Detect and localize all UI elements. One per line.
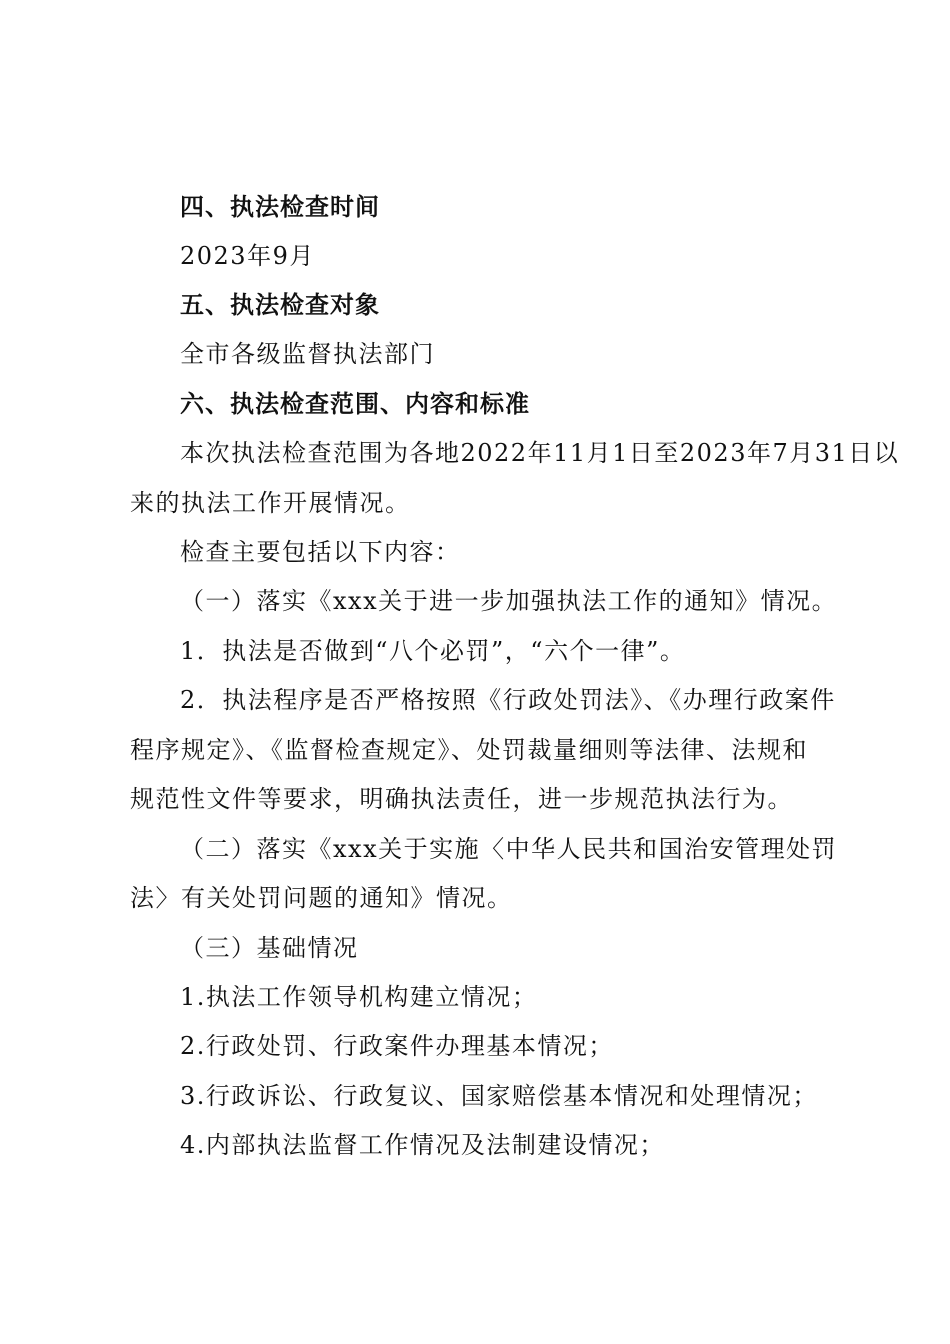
content-intro: 检查主要包括以下内容： [180, 538, 461, 566]
section-6-heading: 六、执法检查范围、内容和标准 [180, 390, 530, 418]
part-3-item-1: 1.执法工作领导机构建立情况； [180, 983, 538, 1011]
part-1-item-1: 1．执法是否做到“八个必罚”，“六个一律”。 [180, 637, 686, 665]
part-1-item-2-line-1: 2．执法程序是否严格按照《行政处罚法》、《办理行政案件 [180, 686, 836, 714]
part-3-item-2: 2.行政处罚、行政案件办理基本情况； [180, 1032, 614, 1060]
part-2-title-line-1: （二）落实《xxx关于实施〈中华人民共和国治安管理处罚 [180, 835, 838, 863]
part-2-title-line-2: 法〉有关处罚问题的通知》情况。 [130, 884, 513, 912]
part-1-item-2-line-3: 规范性文件等要求，明确执法责任，进一步规范执法行为。 [130, 785, 793, 813]
section-4-body: 2023年9月 [180, 242, 315, 270]
scope-paragraph-line-2: 来的执法工作开展情况。 [130, 489, 411, 517]
part-3-title: （三）基础情况 [180, 934, 359, 962]
section-5-body: 全市各级监督执法部门 [180, 340, 435, 368]
section-4-heading: 四、执法检查时间 [180, 193, 380, 221]
part-1-item-2-line-2: 程序规定》、《监督检查规定》、处罚裁量细则等法律、法规和 [130, 736, 808, 764]
part-3-item-4: 4.内部执法监督工作情况及法制建设情况； [180, 1131, 665, 1159]
scope-paragraph-line-1: 本次执法检查范围为各地2022年11月1日至2023年7月31日以 [180, 439, 900, 467]
part-1-title: （一）落实《xxx关于进一步加强执法工作的通知》情况。 [180, 587, 838, 615]
section-5-heading: 五、执法检查对象 [180, 291, 380, 319]
part-3-item-3: 3.行政诉讼、行政复议、国家赔偿基本情况和处理情况； [180, 1082, 818, 1110]
